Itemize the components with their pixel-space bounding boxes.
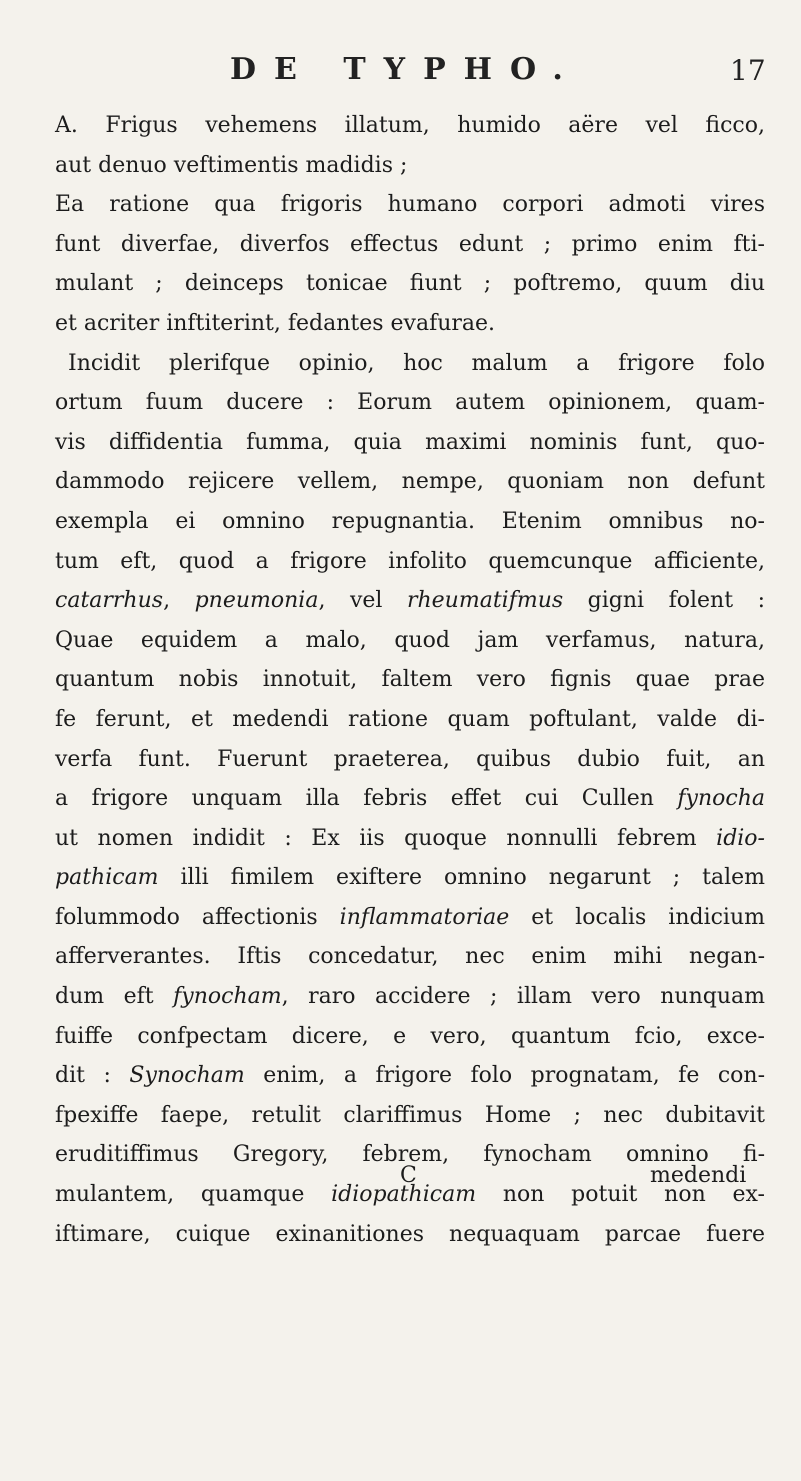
running-title: DE TYPHO. xyxy=(230,52,581,87)
text-segment: funt diverfae, diverfos effectus edunt ; primo enim fti- xyxy=(55,231,765,257)
text-line xyxy=(55,700,765,740)
text-line xyxy=(55,898,765,938)
text-line xyxy=(55,581,765,621)
italic-term: rheumatifmus xyxy=(406,588,564,614)
text-segment: et localis indicium xyxy=(509,904,765,930)
text-line xyxy=(55,660,765,700)
page-header xyxy=(0,52,801,92)
text-segment: , vel xyxy=(318,588,407,614)
signature-mark: C xyxy=(400,1163,417,1188)
text-line xyxy=(55,264,765,304)
text-segment: fuiffe confpectam dicere, e vero, quantum fcio, exce- xyxy=(55,1023,765,1049)
text-segment: afferverantes. Iftis concedatur, nec enim mihi negan- xyxy=(55,944,765,970)
italic-term: fynocham xyxy=(173,984,282,1010)
italic-term: catarrhus xyxy=(55,588,164,614)
text-segment: aut denuo veftimentis madidis ; xyxy=(55,152,408,178)
text-line xyxy=(55,542,765,582)
text-segment: enim, a frigore folo prognatam, fe con- xyxy=(244,1063,766,1089)
text-line xyxy=(55,106,765,146)
text-line xyxy=(55,621,765,661)
text-line xyxy=(55,225,765,265)
text-segment: iftimare, cuique exinanitiones nequaquam parcae fuere xyxy=(55,1221,765,1247)
body-text xyxy=(55,106,765,1254)
text-segment: ut nomen indidit : Ex iis quoque nonnulli febrem xyxy=(55,825,717,851)
text-line xyxy=(55,185,765,225)
text-line xyxy=(55,1215,765,1255)
catchline xyxy=(0,1163,801,1203)
text-line xyxy=(55,502,765,542)
text-segment: folummodo affectionis xyxy=(55,904,340,930)
text-line xyxy=(55,819,765,859)
italic-term: idio- xyxy=(716,825,765,851)
text-segment: verfa funt. Fuerunt praeterea, quibus dubio fuit, an xyxy=(55,746,765,772)
text-segment: dum eft xyxy=(55,984,174,1010)
italic-term: Synocham xyxy=(129,1063,245,1089)
text-segment: mulant ; deinceps tonicae fiunt ; poftremo, quum diu xyxy=(55,271,765,297)
text-segment: , raro accidere ; illam vero nunquam xyxy=(281,984,765,1010)
text-segment: fpexiffe faepe, retulit clariffimus Home ; nec dubitavit xyxy=(55,1102,765,1128)
text-segment: , xyxy=(163,588,195,614)
italic-term: fynocha xyxy=(677,786,765,812)
text-segment: dammodo rejicere vellem, nempe, quoniam non defunt xyxy=(55,469,765,495)
text-line xyxy=(55,1056,765,1096)
text-segment: et acriter inftiterint, fedantes evafurae. xyxy=(55,310,496,336)
text-segment: Ea ratione qua frigoris humano corpori admoti vires xyxy=(55,192,765,218)
text-segment: mulantem, quamque xyxy=(55,1182,332,1208)
text-segment: A. Frigus vehemens illatum, humido aëre vel ficco, xyxy=(55,113,765,138)
text-line xyxy=(55,937,765,977)
text-segment: vis diffidentia fumma, quia maximi nominis funt, quo- xyxy=(55,429,765,455)
italic-term: pathicam xyxy=(55,865,159,891)
text-line xyxy=(55,462,765,502)
text-segment: Incidit plerifque opinio, hoc malum a frigore folo xyxy=(68,350,765,376)
text-line xyxy=(55,146,765,186)
catchword: medendi xyxy=(650,1163,747,1188)
text-segment: a frigore unquam illa febris effet cui Cullen xyxy=(55,786,678,812)
text-segment: illi fimilem exiftere omnino negarunt ; talem xyxy=(158,865,765,891)
italic-term: inflammatoriae xyxy=(339,904,510,930)
text-segment: fe ferunt, et medendi ratione quam poftulant, valde di- xyxy=(55,706,765,732)
text-segment: Quae equidem a malo, quod jam verfamus, natura, xyxy=(55,627,765,653)
text-line xyxy=(55,1017,765,1057)
text-line xyxy=(55,779,765,819)
text-segment: non potuit non ex- xyxy=(476,1182,765,1208)
text-segment: gigni folent : xyxy=(563,588,765,614)
italic-term: idiopathicam xyxy=(331,1182,477,1208)
text-segment: tum eft, quod a frigore infolito quemcunque afficiente, xyxy=(55,548,765,574)
text-line xyxy=(55,740,765,780)
italic-term: pneumonia xyxy=(194,588,319,614)
text-segment: ortum fuum ducere : Eorum autem opinionem, quam- xyxy=(55,390,765,416)
text-line xyxy=(55,383,765,423)
text-segment: quantum nobis innotuit, faltem vero fignis quae prae xyxy=(55,667,765,693)
text-line xyxy=(55,304,765,344)
page-number: 17 xyxy=(730,54,766,87)
text-segment: exempla ei omnino repugnantia. Etenim omnibus no- xyxy=(55,508,765,534)
text-line xyxy=(55,344,765,384)
text-line xyxy=(55,977,765,1017)
text-segment: dit : xyxy=(55,1063,130,1089)
text-line xyxy=(55,423,765,463)
text-line xyxy=(55,1096,765,1136)
text-segment: eruditiffimus Gregory, febrem, fynocham omnino fi- xyxy=(55,1142,765,1168)
text-line xyxy=(55,858,765,898)
